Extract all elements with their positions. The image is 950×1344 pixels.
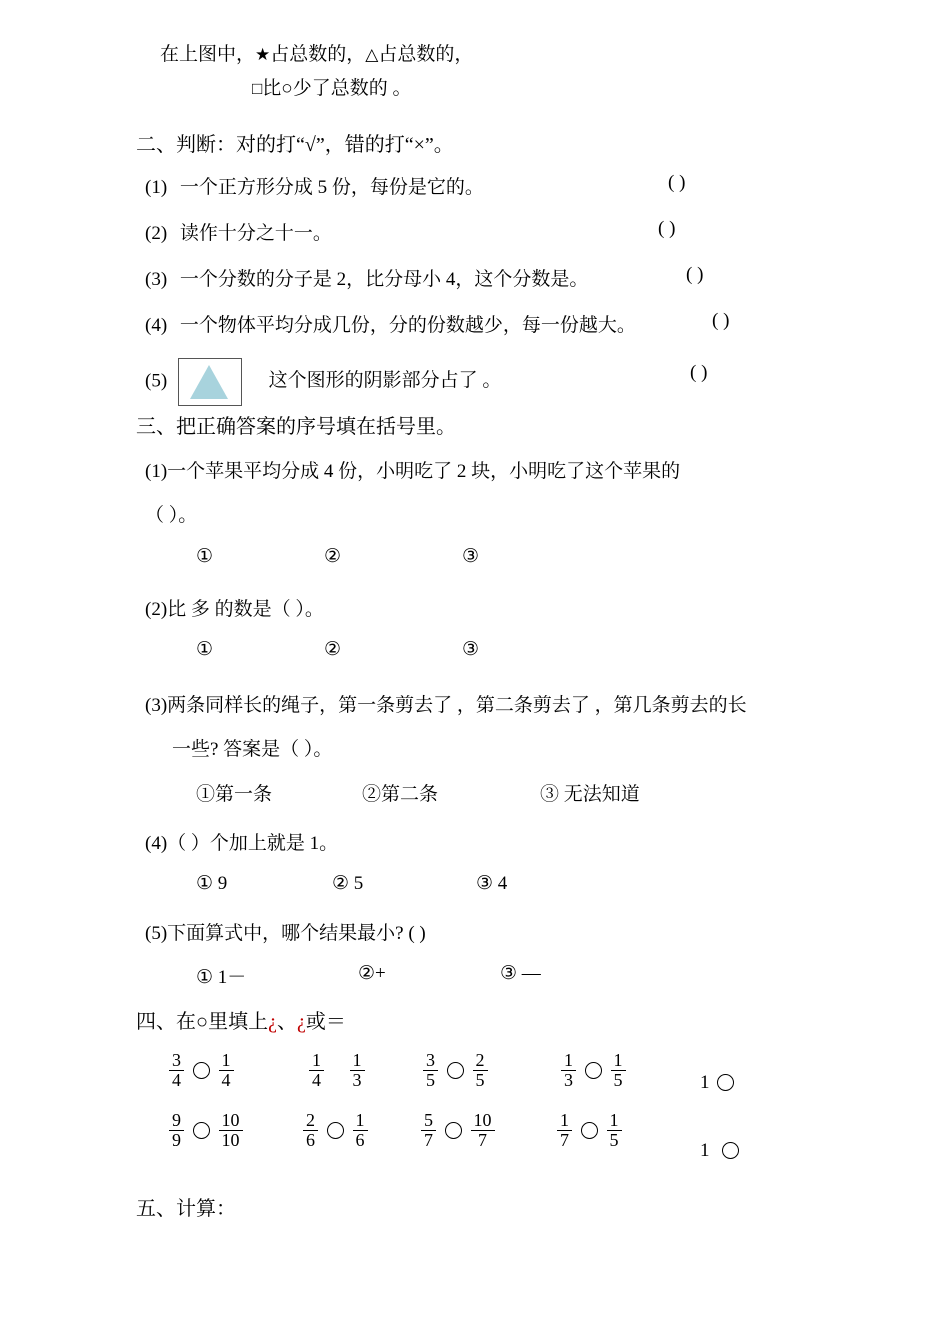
compare-circle[interactable]	[445, 1122, 462, 1139]
circle-symbol: ○	[281, 78, 293, 99]
section3-q5-option-1[interactable]: ① 1－	[196, 967, 247, 988]
section2-item-2	[145, 218, 332, 245]
section3-q1-line2[interactable]: （ ）。	[145, 505, 198, 526]
section3-q3-line1: (3)两条同样长的绳子，第一条剪去了 ，第二条剪去了 ，第几条剪去的长	[145, 695, 747, 716]
item-number: (5)	[145, 370, 168, 392]
compare-circle[interactable]	[193, 1062, 210, 1079]
triangle-icon	[190, 365, 228, 399]
fraction-left: $\frac{3}{5}$	[423, 1051, 438, 1090]
fraction-left: $\frac{9}{9}$	[169, 1111, 184, 1150]
fraction-left: $\frac{1}{3}$	[561, 1051, 576, 1090]
fraction-right: $\frac{1}{4}$	[219, 1051, 234, 1090]
top-line2-end: 少了总数的 。	[292, 78, 412, 99]
section3-q1-option-2[interactable]: ②	[324, 546, 342, 567]
section2-heading: 二、判断：对的打“√”，错的打“×”。	[136, 134, 454, 156]
section3-q4-option-2[interactable]: ② 5	[332, 873, 364, 894]
section3-q5-line1[interactable]: (5)下面算式中，哪个结果最小? ( )	[145, 923, 426, 944]
item-number: (3)	[145, 269, 168, 290]
fraction-left: $\frac{5}{7}$	[421, 1111, 436, 1150]
compare-circle[interactable]	[193, 1122, 210, 1139]
item-text: 一个正方形分成 5 份，每份是它的。	[179, 177, 484, 198]
top-fill-in-line-2	[252, 78, 412, 100]
section3-q2-option-1[interactable]: ①	[196, 639, 214, 660]
section4-heading-sep: 、	[276, 1011, 297, 1033]
triangle-symbol: △	[365, 45, 379, 64]
fraction-right: $\frac{2}{5}$	[473, 1051, 488, 1090]
compare-row-1-pair-4[interactable]	[560, 1052, 627, 1091]
section3-q2-option-3[interactable]: ③	[462, 639, 480, 660]
section5-heading: 五、计算：	[136, 1198, 236, 1220]
fraction-right: $\frac{10}{10}$	[219, 1111, 243, 1150]
answer-paren-3[interactable]: ( )	[686, 264, 704, 285]
compare-circle[interactable]	[585, 1062, 602, 1079]
top-line1-pre: 在上图中，	[160, 44, 256, 65]
section2-item-5	[145, 358, 501, 406]
compare-circle[interactable]	[447, 1062, 464, 1079]
compare-circle[interactable]	[327, 1122, 344, 1139]
answer-paren-2[interactable]: ( )	[658, 218, 676, 239]
square-symbol: □	[252, 79, 263, 98]
section4-heading-pre: 四、在	[136, 1011, 196, 1033]
section2-item-4	[145, 310, 636, 337]
fraction-right: $\frac{1}{5}$	[611, 1051, 626, 1090]
compare-circle[interactable]	[722, 1142, 739, 1159]
section4-heading	[136, 1005, 346, 1034]
fraction-left: $\frac{2}{6}$	[303, 1111, 318, 1150]
section3-q3-option-1[interactable]: ①第一条	[196, 784, 273, 805]
section3-heading: 三、把正确答案的序号填在括号里。	[136, 416, 456, 438]
fraction-left: $\frac{1}{4}$	[309, 1051, 324, 1090]
compare-circle[interactable]	[581, 1122, 598, 1139]
item-text: 读作十分之十一。	[179, 223, 332, 244]
section2-item-3	[145, 264, 588, 291]
compare-row-2-pair-2[interactable]	[302, 1112, 369, 1151]
section3-q3-option-2[interactable]: ②第二条	[362, 784, 439, 805]
compare-row-1-pair-2[interactable]	[308, 1052, 366, 1091]
fraction-right: $\frac{1}{5}$	[607, 1111, 622, 1150]
answer-paren-4[interactable]: ( )	[712, 310, 730, 331]
section4-symbol-2: ¿	[296, 1011, 306, 1033]
fraction-right: $\frac{1}{3}$	[350, 1051, 365, 1090]
fraction-right: $\frac{10}{7}$	[471, 1111, 495, 1150]
top-line1-end: 占总数的，	[378, 44, 474, 65]
compare-row-1-pair-3[interactable]	[422, 1052, 489, 1091]
section3-q3-option-3[interactable]: ③ 无法知道	[540, 784, 640, 805]
whole-number-left: 1	[700, 1072, 710, 1093]
section4-heading-mid: 里填上	[208, 1011, 269, 1033]
fraction-right: $\frac{1}{6}$	[353, 1111, 368, 1150]
whole-number-left: 1	[700, 1140, 710, 1161]
section2-item-1	[145, 172, 484, 199]
shaded-triangle-figure	[178, 358, 242, 406]
section3-q2-option-2[interactable]: ②	[324, 639, 342, 660]
section3-q1-option-1[interactable]: ①	[196, 546, 214, 567]
item-text: 一个分数的分子是 2，比分母小 4，这个分数是。	[179, 269, 589, 290]
section3-q5-option-2[interactable]: ②+	[358, 963, 386, 984]
section3-q3-line2[interactable]: 一些? 答案是（ ）。	[172, 739, 333, 760]
top-line2-mid: 比	[262, 78, 282, 99]
top-line1-mid: 占总数的，	[270, 44, 366, 65]
item-text: 一个物体平均分成几份，分的份数越少，每一份越大。	[179, 315, 636, 336]
item-number: (1)	[145, 177, 168, 198]
section3-q4-option-1[interactable]: ① 9	[196, 873, 228, 894]
section4-heading-end: 或＝	[305, 1011, 346, 1033]
star-symbol: ★	[255, 45, 271, 64]
compare-row-1-pair-1[interactable]	[168, 1052, 235, 1091]
section3-q1-line1: (1)一个苹果平均分成 4 份，小明吃了 2 块，小明吃了这个苹果的	[145, 461, 681, 482]
top-fill-in-line-1	[160, 44, 473, 66]
compare-row-1-pair-5[interactable]	[700, 1072, 737, 1094]
item-text: 这个图形的阴影部分占了 。	[268, 370, 502, 392]
item-number: (4)	[145, 315, 168, 336]
section3-q2-line1: (2)比 多 的数是（ ）。	[145, 599, 324, 620]
answer-paren-1[interactable]: ( )	[668, 172, 686, 193]
compare-circle[interactable]	[717, 1074, 734, 1091]
section3-q4-line1[interactable]: (4)（ ）个加上就是 1。	[145, 833, 339, 854]
item-number: (2)	[145, 223, 168, 244]
section4-symbol-1: ¿	[268, 1011, 277, 1033]
section3-q1-option-3[interactable]: ③	[462, 546, 480, 567]
section4-heading-circle: ○	[196, 1011, 209, 1033]
compare-row-2-pair-3[interactable]	[420, 1112, 496, 1151]
section3-q5-option-3[interactable]: ③ —	[500, 963, 541, 984]
compare-row-2-pair-4[interactable]	[556, 1112, 623, 1151]
compare-row-2-pair-1[interactable]	[168, 1112, 244, 1151]
section3-q4-option-3[interactable]: ③ 4	[476, 873, 508, 894]
fraction-left: $\frac{3}{4}$	[169, 1051, 184, 1090]
compare-row-2-pair-5[interactable]	[700, 1140, 742, 1162]
fraction-left: $\frac{1}{7}$	[557, 1111, 572, 1150]
answer-paren-5[interactable]: ( )	[690, 362, 708, 383]
